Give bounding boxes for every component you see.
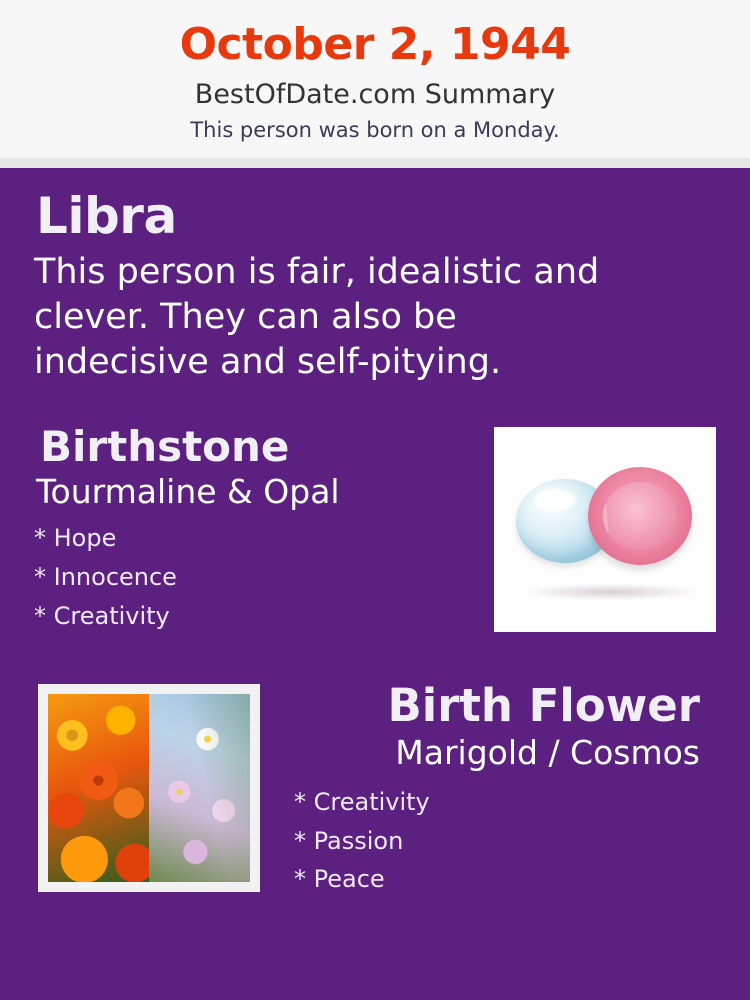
list-item: * Peace bbox=[294, 865, 385, 894]
birth-flower-section bbox=[34, 678, 716, 902]
zodiac-section bbox=[34, 186, 716, 385]
list-item: * Innocence bbox=[34, 562, 177, 591]
site-subtitle: BestOfDate.com Summary bbox=[194, 79, 556, 111]
birthstone-names: Tourmaline & Opal bbox=[36, 471, 340, 511]
birth-flower-text bbox=[284, 678, 716, 899]
header-divider bbox=[0, 158, 750, 168]
birthstone-title: Birthstone bbox=[40, 421, 290, 471]
list-item: * Creativity bbox=[294, 787, 430, 816]
tourmaline-gem-icon bbox=[588, 467, 692, 565]
card-header bbox=[0, 0, 750, 158]
born-day-text: This person was born on a Monday. bbox=[190, 117, 560, 142]
list-item: * Passion bbox=[294, 826, 404, 855]
marigold-photo bbox=[48, 694, 149, 882]
tourmaline-facets bbox=[603, 482, 677, 550]
list-item: * Hope bbox=[34, 523, 117, 552]
gem-shadow bbox=[526, 584, 696, 600]
cosmos-photo bbox=[149, 694, 250, 882]
birthstone-section bbox=[34, 421, 716, 650]
card-body bbox=[0, 168, 750, 902]
zodiac-description: This person is fair, idealistic and clever. They can also be indecisive and self-pitying. bbox=[34, 252, 600, 383]
birthstone-image bbox=[494, 427, 716, 632]
zodiac-sign-name: Libra bbox=[36, 186, 177, 245]
page-title: October 2, 1944 bbox=[179, 19, 571, 70]
birth-flower-image-inner bbox=[48, 694, 250, 882]
birthstone-image-inner bbox=[504, 437, 706, 622]
list-item: * Creativity bbox=[34, 601, 170, 630]
birth-flower-names: Marigold / Cosmos bbox=[395, 733, 700, 773]
birth-flower-title: Birth Flower bbox=[387, 678, 700, 732]
birth-flower-traits-list bbox=[284, 783, 700, 900]
birth-flower-image bbox=[38, 684, 260, 892]
